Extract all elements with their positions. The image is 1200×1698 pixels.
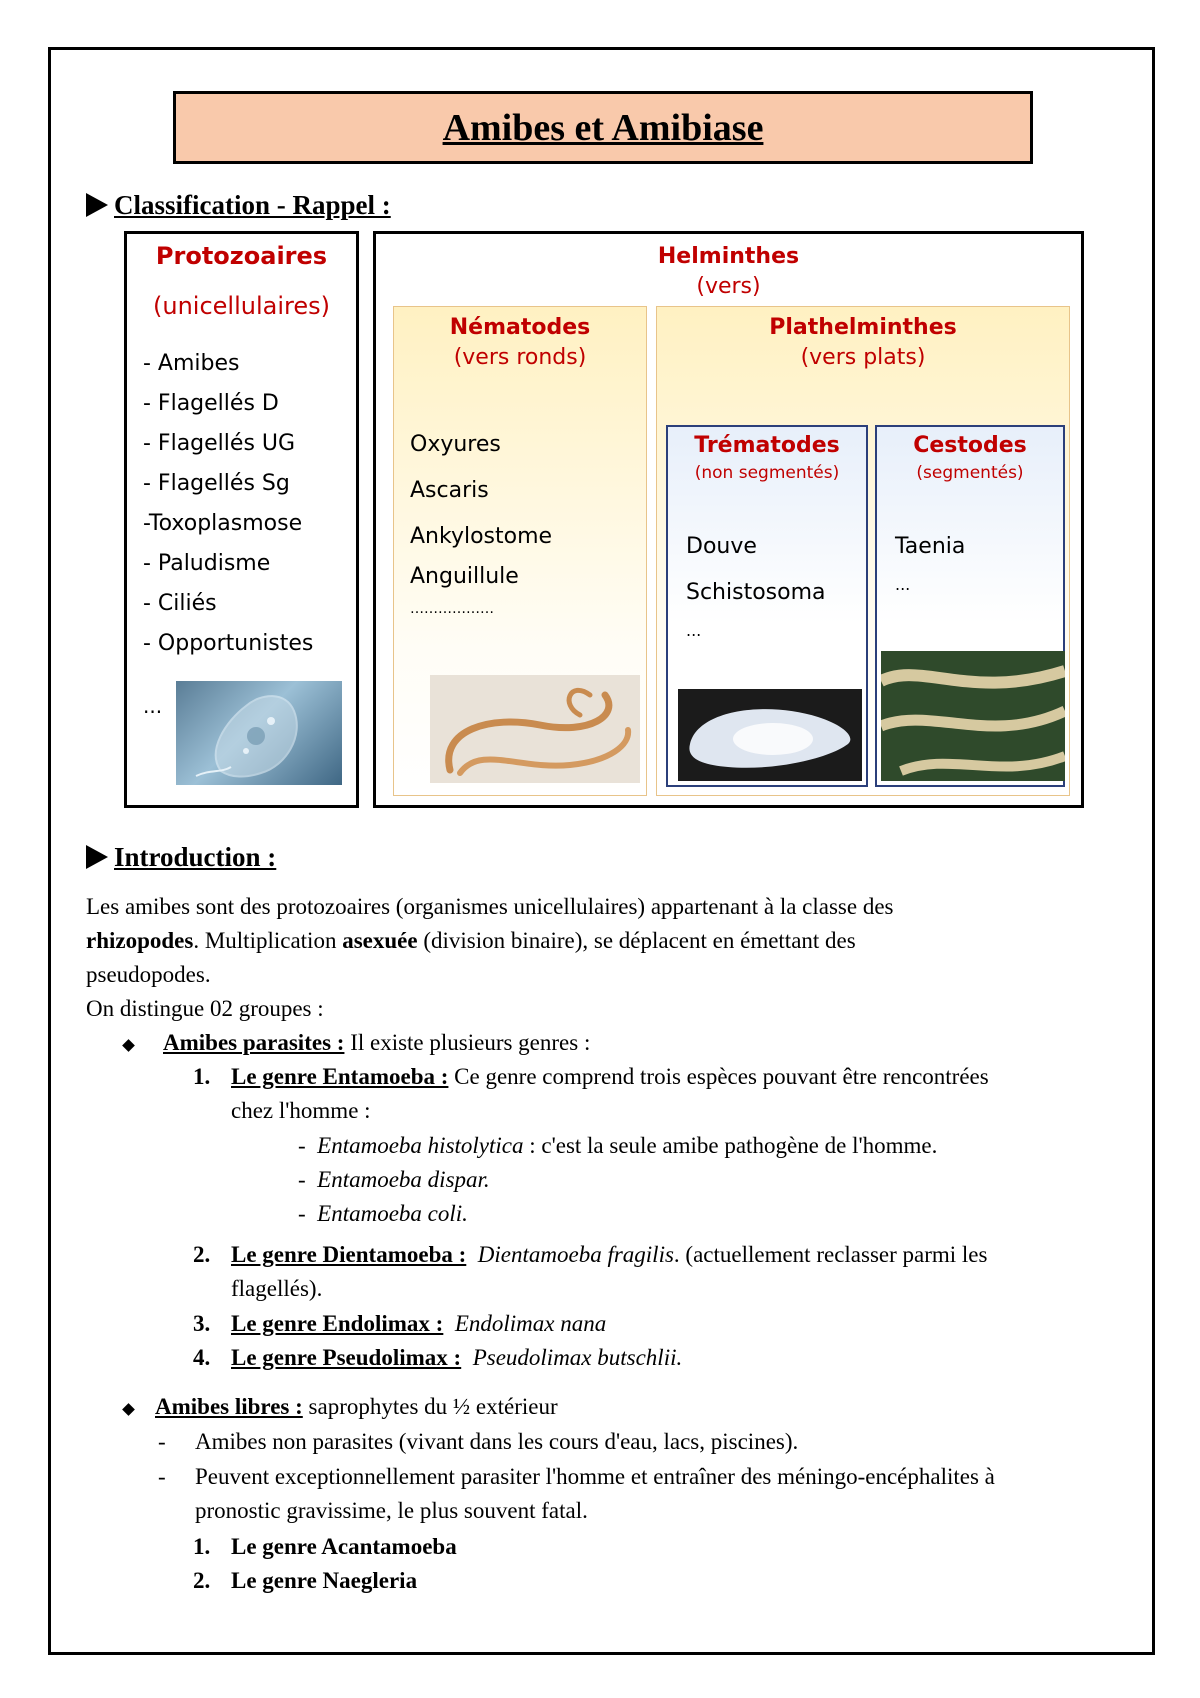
nematodes-list xyxy=(410,422,552,624)
libres-detail: Amibes non parasites (vivant dans les cours d'eau, lacs, piscines). xyxy=(195,1429,799,1454)
helminthes-box xyxy=(373,231,1084,808)
species-item: - Entamoeba coli. xyxy=(298,1201,468,1226)
dash-bullet: - xyxy=(158,1464,166,1489)
list-item: Taenia xyxy=(895,534,966,559)
list-item: Schistosoma xyxy=(686,580,826,605)
trematodes-title: Trématodes xyxy=(694,433,840,458)
list-item: Oxyures xyxy=(410,432,501,457)
genus-dientamoeba-cont: flagellés). xyxy=(231,1276,323,1301)
roundworm-image xyxy=(430,675,640,783)
dash-bullet: - xyxy=(158,1429,166,1454)
genus-entamoeba-cont: chez l'homme : xyxy=(231,1098,371,1123)
protozoaires-list xyxy=(143,344,313,664)
introduction-paragraph xyxy=(86,890,1136,1026)
plathelminthes-panel xyxy=(656,306,1070,796)
list-item: ... xyxy=(686,621,702,640)
list-item: - Flagellés Sg xyxy=(143,471,290,496)
list-item: - Flagellés D xyxy=(143,391,279,416)
list-item: -Toxoplasmose xyxy=(143,511,303,536)
helminthes-title: Helminthes xyxy=(657,244,800,269)
list-item: Ankylostome xyxy=(410,524,553,549)
list-item: Anguillule xyxy=(410,564,519,589)
helminthes-subtitle: (vers) xyxy=(696,274,761,299)
protozoaires-title: Protozoaires xyxy=(155,242,328,270)
libres-detail-cont: pronostic gravissime, le plus souvent fatal. xyxy=(195,1498,588,1523)
list-item: - Amibes xyxy=(143,351,240,376)
genus-number: 1. xyxy=(193,1534,211,1559)
intro-line: Les amibes sont des protozoaires (organismes unicellulaires) appartenant à la classe des xyxy=(86,894,894,919)
list-item: - Paludisme xyxy=(143,551,271,576)
page-title: Amibes et Amibiase xyxy=(442,106,764,149)
introduction-heading: Introduction : xyxy=(86,842,276,873)
list-item: ……………… xyxy=(410,601,494,617)
intro-line: rhizopodes. Multiplication asexuée (division binaire), se déplacent en émettant des xyxy=(86,928,856,953)
fluke-image xyxy=(678,689,862,781)
trematodes-panel xyxy=(666,425,868,787)
triangle-bullet-icon xyxy=(86,845,108,869)
list-item: - Opportunistes xyxy=(143,631,314,656)
list-item: Douve xyxy=(686,534,757,559)
genus-naegleria: Le genre Naegleria xyxy=(231,1568,418,1593)
protozoaires-subtitle: (unicellulaires) xyxy=(153,292,330,320)
plathelminthes-title: Plathelminthes xyxy=(769,315,957,340)
genus-number: 3. xyxy=(193,1311,211,1336)
cestodes-title: Cestodes xyxy=(913,433,1027,458)
protozoaires-ellipsis: ... xyxy=(143,694,163,718)
genus-number: 2. xyxy=(193,1242,211,1267)
species-item: - Entamoeba dispar. xyxy=(298,1167,490,1192)
genus-endolimax: Le genre Endolimax : Endolimax nana xyxy=(231,1311,607,1336)
cestodes-panel xyxy=(875,425,1065,787)
nematodes-panel xyxy=(393,306,647,796)
amoeba-micrograph-image xyxy=(176,681,342,785)
genus-number: 2. xyxy=(193,1568,211,1593)
diamond-bullet-icon xyxy=(122,1403,135,1416)
parasites-bullet: Amibes parasites : Il existe plusieurs genres : xyxy=(124,1026,590,1060)
libres-bullet: Amibes libres : saprophytes du ½ extérieur xyxy=(124,1390,558,1424)
diamond-bullet-icon xyxy=(122,1039,135,1052)
trematodes-list xyxy=(686,524,826,646)
species-item: - Entamoeba histolytica : c'est la seule amibe pathogène de l'homme. xyxy=(298,1133,938,1158)
cestodes-subtitle: (segmentés) xyxy=(916,463,1024,483)
list-item: Ascaris xyxy=(410,478,489,503)
nematodes-subtitle: (vers ronds) xyxy=(453,345,587,370)
libres-detail: Peuvent exceptionnellement parasiter l'homme et entraîner des méningo-encéphalites à xyxy=(195,1464,995,1489)
genus-pseudolimax: Le genre Pseudolimax : Pseudolimax butschlii. xyxy=(231,1345,683,1370)
trematodes-subtitle: (non segmentés) xyxy=(694,463,840,483)
classification-heading: Classification - Rappel : xyxy=(86,190,391,221)
genus-dientamoeba: Le genre Dientamoeba : Dientamoeba fragilis. (actuellement reclasser parmi les xyxy=(231,1242,988,1267)
protozoaires-box xyxy=(124,231,359,808)
genus-number: 4. xyxy=(193,1345,211,1370)
genus-acantamoeba: Le genre Acantamoeba xyxy=(231,1534,457,1559)
intro-line: On distingue 02 groupes : xyxy=(86,996,324,1021)
triangle-bullet-icon xyxy=(86,193,108,217)
genus-entamoeba: Le genre Entamoeba : Ce genre comprend trois espèces pouvant être rencontrées xyxy=(231,1064,989,1089)
cestodes-list xyxy=(895,524,965,600)
genus-number: 1. xyxy=(193,1064,211,1089)
plathelminthes-subtitle: (vers plats) xyxy=(800,345,926,370)
intro-line: pseudopodes. xyxy=(86,962,211,987)
title-box xyxy=(173,91,1033,164)
tapeworm-image xyxy=(881,651,1065,781)
list-item: - Ciliés xyxy=(143,591,217,616)
nematodes-title: Nématodes xyxy=(449,315,591,340)
list-item: - Flagellés UG xyxy=(143,431,296,456)
list-item: ... xyxy=(895,575,911,594)
